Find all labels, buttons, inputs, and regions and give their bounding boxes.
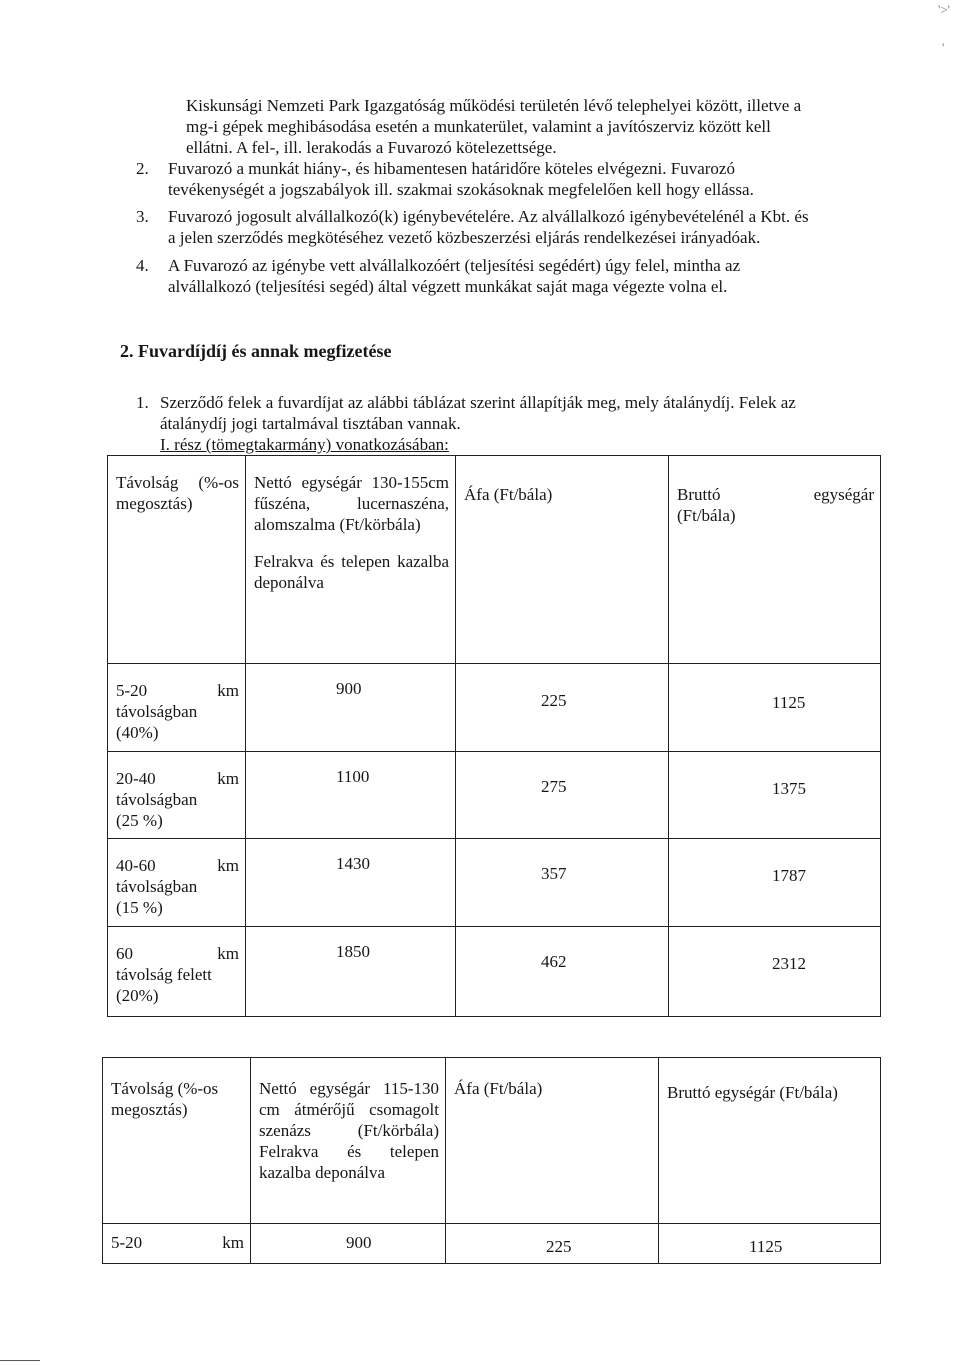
header-cell-net-price: Nettó egységár 115-130 cm átmérőjű csomagolt szenázs (Ft/körbála) Felrakva és telepen kazalba deponálva	[251, 1058, 446, 1224]
page-bottom-rule	[0, 1360, 40, 1361]
price-table-2	[102, 1057, 881, 1264]
header-net-note: Felrakva és telepen kazalba deponálva	[254, 552, 449, 592]
list-line: Fuvarozó jogosult alvállalkozó(k) igénybevételére. Az alvállalkozó igénybevételénél a Kbt. és	[168, 207, 809, 226]
intro-line: mg-i gépek meghibásodása esetén a munkaterület, valamint a javítószerviz között kell	[186, 117, 771, 136]
list-line: a jelen szerződés megkötéséhez vezető közbeszerzési eljárás rendelkezései irányadóak.	[168, 228, 761, 247]
vat-value: 225	[541, 691, 567, 710]
list-line: Fuvarozó a munkát hiány-, és hibamentesen határidőre köteles elvégezni. Fuvarozó	[168, 159, 735, 178]
header-cell-distance: Távolság (%-os megosztás)	[103, 1058, 251, 1224]
section-list-item-1	[136, 392, 896, 434]
list-number: 1.	[136, 393, 149, 412]
table-header-row	[103, 1058, 881, 1224]
list-number: 3.	[136, 207, 149, 226]
list-item-4	[136, 255, 896, 297]
header-cell-vat: Áfa (Ft/bála)	[446, 1058, 659, 1224]
section-heading: 2. Fuvardíjdíj és annak megfizetése	[120, 341, 392, 361]
net-price-value: 900	[346, 1233, 372, 1252]
part-label: I. rész (tömegtakarmány) vonatkozásában:	[160, 435, 449, 454]
gross-value: 1125	[749, 1237, 783, 1256]
net-price-value: 1430	[336, 854, 370, 873]
list-line: átalánydíj jogi tartalmával tisztában vannak.	[160, 414, 461, 433]
corner-mark-top: '>'	[938, 2, 951, 17]
list-item-2	[136, 158, 896, 200]
gross-value: 2312	[772, 954, 806, 973]
table-row: 60 km távolság felett (20%) 1850 462 2312	[108, 927, 881, 1017]
vat-value: 357	[541, 864, 567, 883]
list-number: 2.	[136, 159, 149, 178]
net-price-value: 1100	[336, 767, 370, 786]
corner-mark-small: '	[942, 40, 945, 55]
gross-value: 1375	[772, 779, 806, 798]
intro-line: Kiskunsági Nemzeti Park Igazgatóság működési területén lévő telephelyei között, illetve a	[186, 96, 802, 115]
header-cell-gross: Bruttó egységár (Ft/bála)	[669, 456, 881, 664]
price-table-1	[107, 455, 881, 1017]
list-item-3	[136, 206, 896, 248]
list-line: tevékenységét a jogszabályok ill. szakmai szokásoknak megfelelően kell hogy ellássa.	[168, 180, 754, 199]
intro-line: ellátni. A fel-, ill. lerakodás a Fuvarozó kötelezettsége.	[186, 138, 557, 157]
vat-value: 225	[546, 1237, 572, 1256]
header-cell-net-price: Nettó egységár 130-155cm fűszéna, lucernaszéna, alomszalma (Ft/körbála) Felrakva és telepen kazalba deponálva	[246, 456, 456, 664]
list-line: A Fuvarozó az igénybe vett alvállalkozóért (teljesítési segédért) úgy felel, mintha az	[168, 256, 741, 275]
header-cell-gross: Bruttó egységár (Ft/bála)	[659, 1058, 881, 1224]
table-row: 20-40 km távolságban (25 %) 1100 275 1375	[108, 752, 881, 839]
gross-value: 1787	[772, 866, 806, 885]
list-line: Szerződő felek a fuvardíjat az alábbi táblázat szerint állapítják meg, mely átalánydíj. Felek az	[160, 393, 796, 412]
table-row: 5-20 km 900 225 1125	[103, 1224, 881, 1264]
intro-paragraph	[186, 95, 896, 158]
gross-value: 1125	[772, 693, 806, 712]
list-number: 4.	[136, 256, 149, 275]
vat-value: 462	[541, 952, 567, 971]
vat-value: 275	[541, 777, 567, 796]
net-price-value: 1850	[336, 942, 370, 961]
net-price-value: 900	[336, 679, 362, 698]
header-cell-vat: Áfa (Ft/bála)	[456, 456, 669, 664]
table-row: 5-20 km távolságban (40%) 900 225 1125	[108, 664, 881, 752]
header-cell-distance: Távolság (%-os megosztás)	[108, 456, 246, 664]
table-header-row	[108, 456, 881, 664]
list-line: alvállalkozó (teljesítési segéd) által végzett munkákat saját maga végezte volna el.	[168, 277, 728, 296]
table-row: 40-60 km távolságban (15 %) 1430 357 1787	[108, 839, 881, 927]
